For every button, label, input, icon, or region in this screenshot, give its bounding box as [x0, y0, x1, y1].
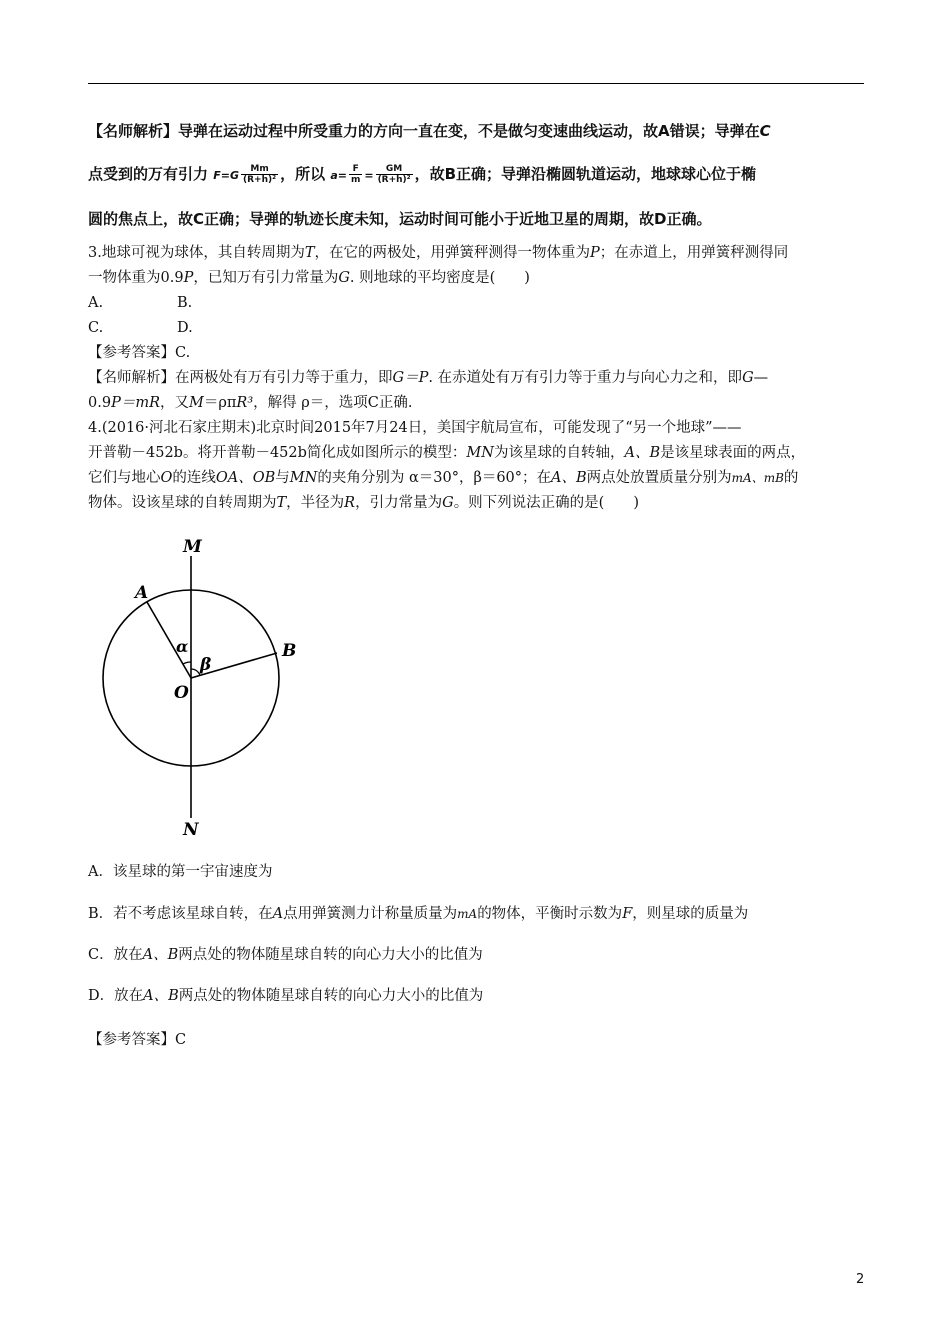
q3-option-a: A. [88, 295, 104, 311]
label-b: B [282, 641, 297, 661]
q4-option-d: D．放在A、B两点处的物体随星球自转的向心力大小的比值为 [88, 988, 484, 1004]
analysis-1-line-2: 点受到的万有引力 F=G $\frac{Mm}{\text{(R+h)²}}$ ，所以 a= $\frac{F}{m}$ = $\frac{GM}{\text{(R+h)²}}$ ，故B正确；导弹沿椭圆轨道运动，地球球心位于椭 [88, 164, 757, 185]
q3-line-2: 一物体重为0.9P，已知万有引力常量为G. 则地球的平均密度是( ) [88, 270, 530, 286]
fraction-gravity: $\frac{Mm}{\text{(R+h)²}}$ [243, 164, 277, 185]
q4-option-c: C．放在A、B两点处的物体随星球自转的向心力大小的比值为 [88, 947, 483, 963]
analysis-1-line-3: 圆的焦点上，故C正确；导弹的轨迹长度未知，运动时间可能小于近地卫星的周期，故D正确。 [88, 210, 712, 228]
q3-option-c: C. [88, 320, 104, 336]
fraction-acceleration: $\frac{GM}{\text{(R+h)²}}$ [377, 164, 411, 185]
fraction-f-over-m: $\frac{F}{m}$ [350, 164, 361, 185]
q4-line-3: 它们与地心O的连线OA、OB与MN的夹角分别为 α＝30°，β＝60°；在A、B两点处放置质量分别为mA、mB的 [88, 470, 799, 486]
label-m: M [183, 537, 202, 557]
label-n: N [183, 820, 199, 840]
q4-option-b: B．若不考虑该星球自转，在A点用弹簧测力计称量质量为mA的物体，平衡时示数为F，则星球的质量为 [88, 906, 749, 922]
q4-answer: 【参考答案】C [88, 1032, 187, 1048]
q3-analysis-line-1: 【名师解析】在两极处有万有引力等于重力，即G＝P. 在赤道处有万有引力等于重力与向心力之和，即G— [88, 370, 769, 386]
q4-line-4: 物体。设该星球的自转周期为T，半径为R，引力常量为G。则下列说法正确的是( ) [88, 495, 640, 511]
label-o: O [174, 683, 189, 703]
q3-line-1: 3.地球可视为球体，其自转周期为T，在它的两极处，用弹簧秤测得一物体重为P；在赤道上，用弹簧秤测得同 [88, 245, 789, 261]
q3-options-cd [88, 318, 193, 338]
q4-line-1: 4.(2016·河北石家庄期末)北京时间2015年7月24日，美国宇航局宣布，可能发现了“另一个地球”—— [88, 420, 742, 436]
header-rule [88, 83, 864, 84]
page-number: 2 [856, 1272, 865, 1287]
q3-answer: 【参考答案】C. [88, 345, 191, 361]
q3-option-b: B. [177, 295, 193, 311]
planet-diagram [88, 528, 308, 848]
label-beta: β [200, 655, 212, 675]
q4-option-a: A．该星球的第一宇宙速度为 [88, 864, 273, 880]
q3-option-d: D. [177, 320, 193, 336]
label-a: A [135, 583, 149, 603]
q4-line-2: 开普勒－452b。将开普勒－452b简化成如图所示的模型：MN为该星球的自转轴，A、B是该星球表面的两点， [88, 445, 806, 461]
label-alpha: α [176, 637, 189, 656]
q3-analysis-line-2: 0.9P＝mR，又M＝ρπR³，解得 ρ＝，选项C正确. [88, 395, 413, 411]
angle-alpha-arc [183, 662, 191, 664]
analysis-1-line-1: 【名师解析】导弹在运动过程中所受重力的方向一直在变，不是做匀变速曲线运动，故A错误；导弹在C [88, 122, 771, 140]
q3-options-ab [88, 293, 193, 313]
